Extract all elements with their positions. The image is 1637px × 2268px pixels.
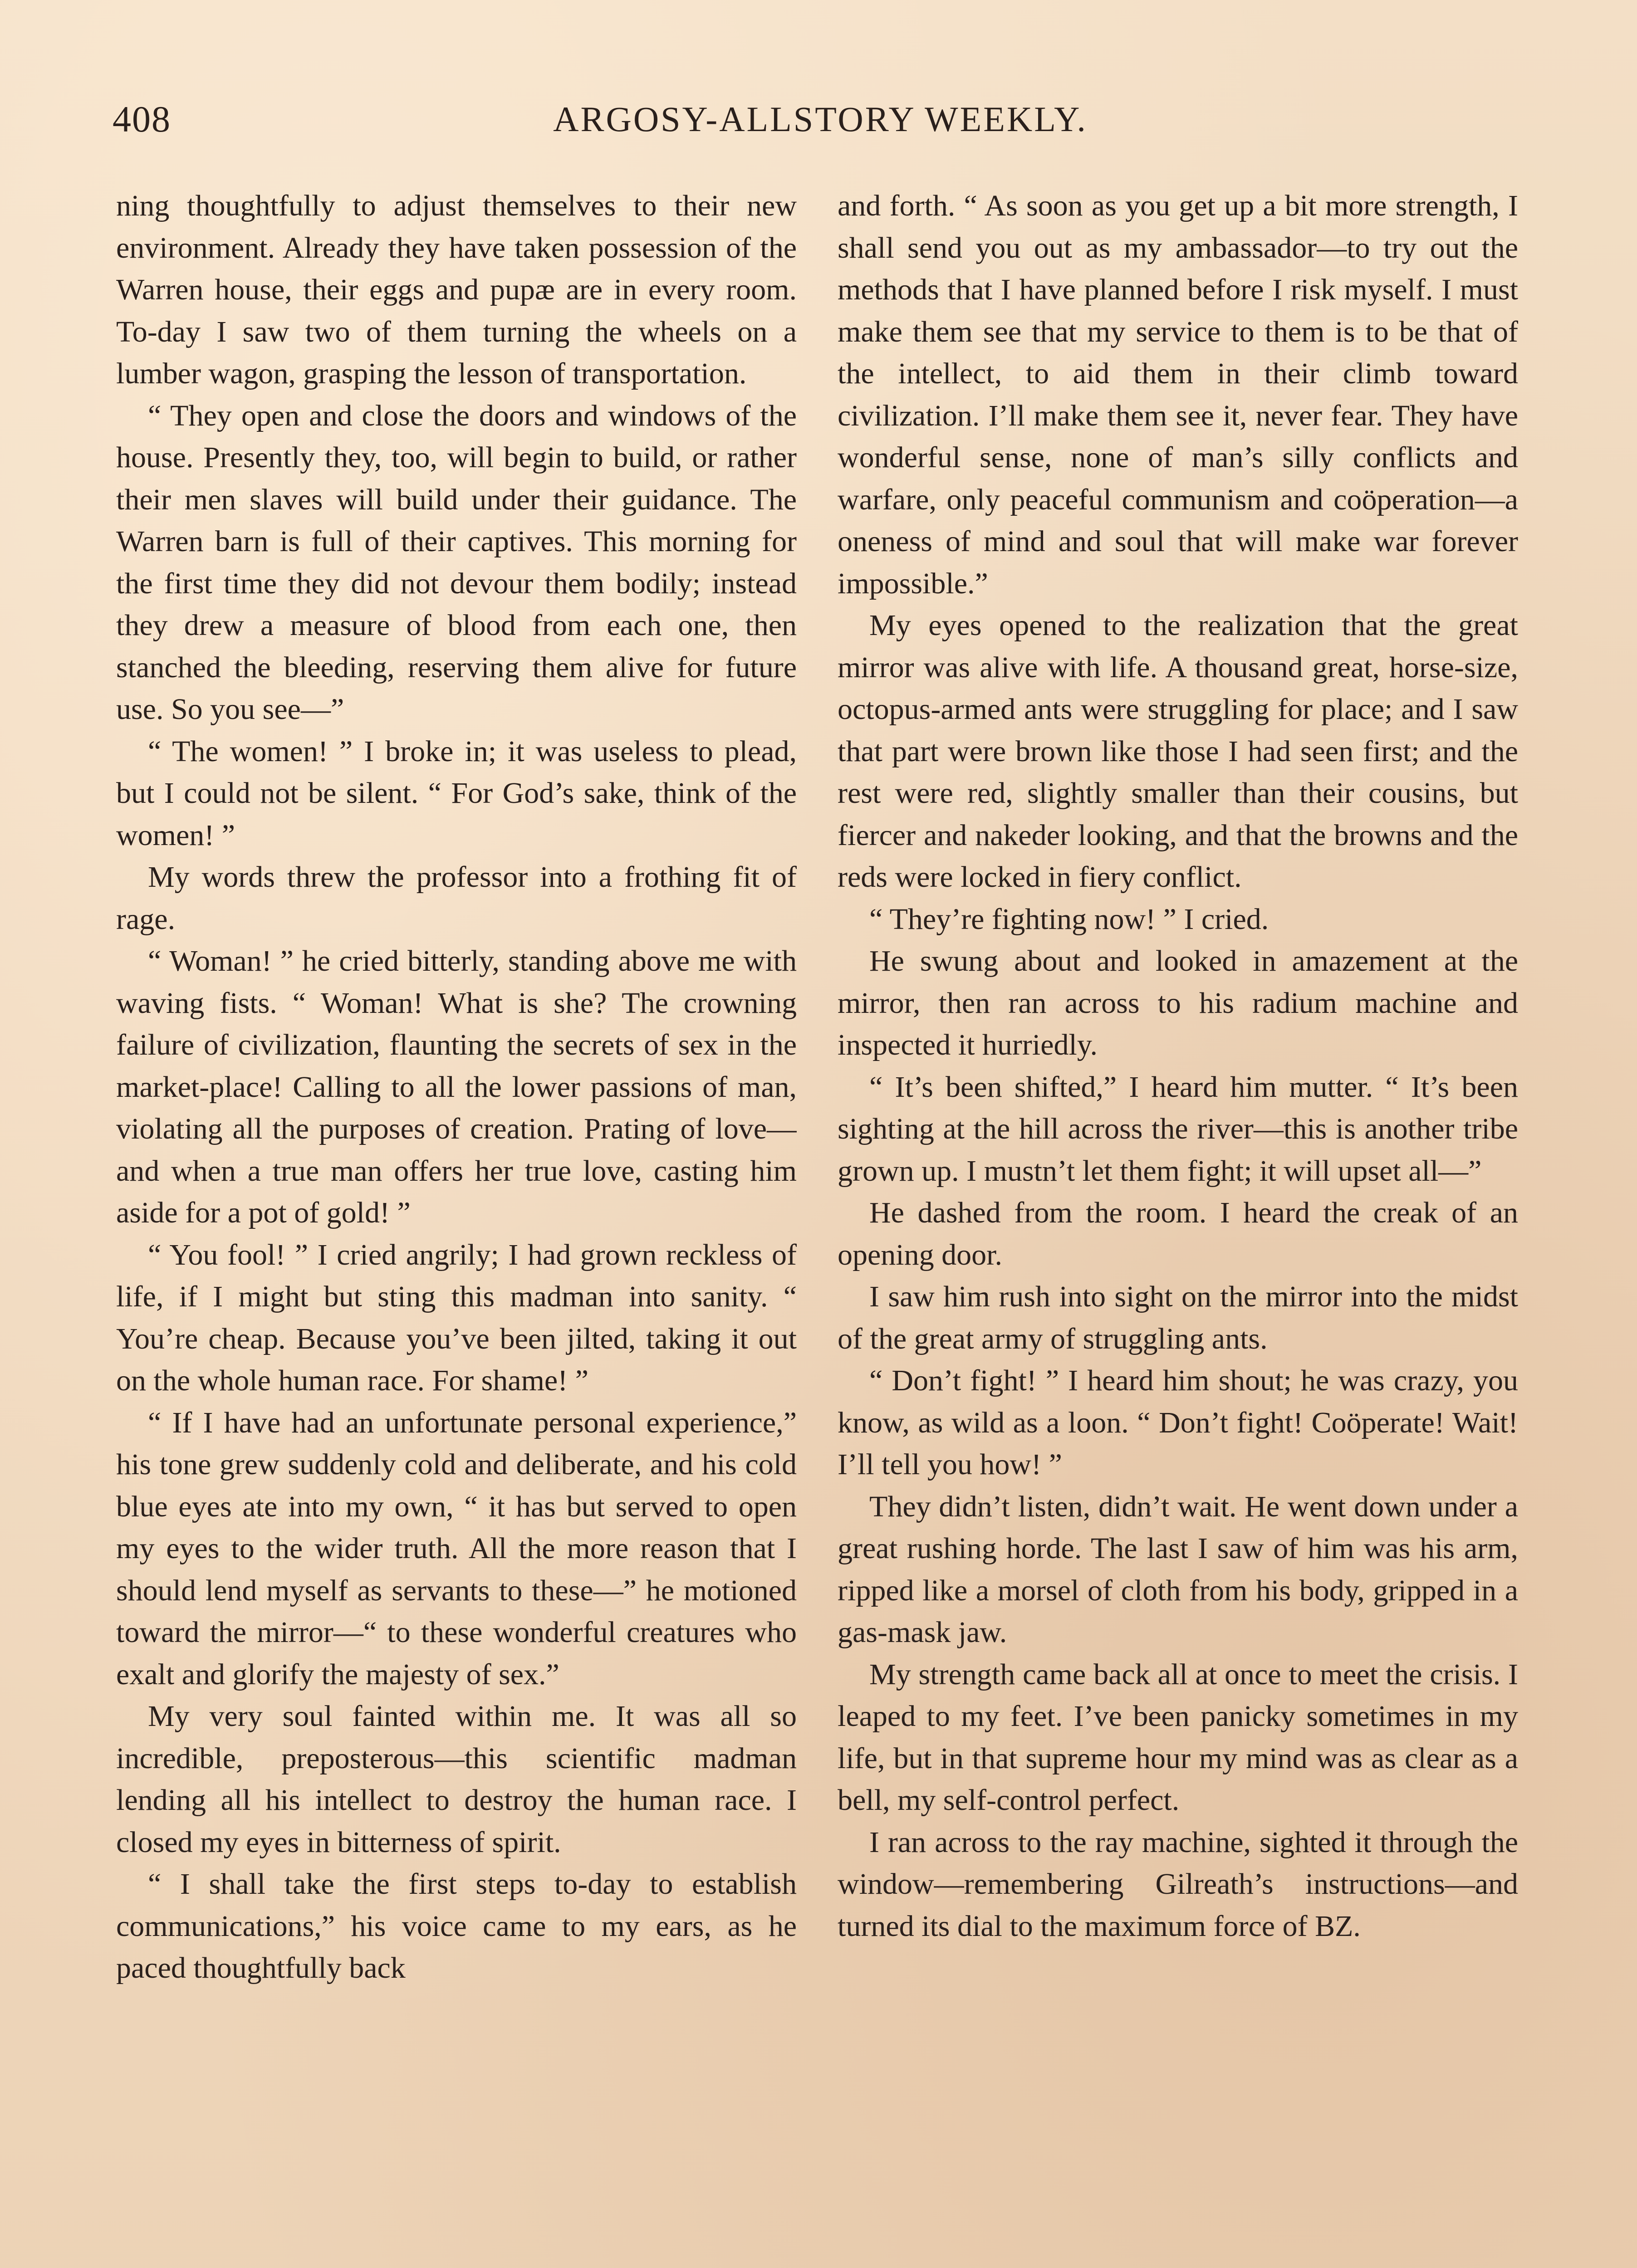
paragraph: and forth. “ As soon as you get up a bit more strength, I shall send you out as my ambassador—to try out the methods that I have planned before I risk myself. I must make them see that my service to them is to be that of the intellect, to aid them in their climb toward civilization. I’ll make them see it, never fear. They have wonderful sense, none of man’s silly conflicts and warfare, only peaceful communism and coöperation—a oneness of mind and soul that will make war forever impossible.” [838, 189, 1518, 600]
paragraph: “ They open and close the doors and windows of the house. Presently they, too, will begin to build, or rather their men slaves will build under their guidance. The Warren barn is full of their captives. This morning for the first time they did not devour them bodily; instead they drew a measure of blood from each one, then stanched the bleeding, reserving them alive for future use. So you see—” [116, 399, 797, 726]
left-column [116, 185, 797, 2268]
paragraph: “ You fool! ” I cried angrily; I had grown reckless of life, if I might but sting this madman into sanity. “ You’re cheap. Because you’ve been jilted, taking it out on the whole human race. For shame! ” [116, 1238, 797, 1397]
page-header [113, 94, 1528, 144]
paragraph: My eyes opened to the realization that the great mirror was alive with life. A thousand great, horse-size, octopus-armed ants were struggling for place; and I saw that part were brown like those I had seen first; and the rest were red, slightly smaller than their cousins, but fiercer and nakeder looking, and that the browns and the reds were locked in fiery conflict. [838, 609, 1518, 894]
paragraph: ning thoughtfully to adjust themselves to their new environment. Already they have taken possession of the Warren house, their eggs and pupæ are in every room. To-day I saw two of them turning the wheels on a lumber wagon, grasping the lesson of transportation. [116, 189, 797, 390]
right-column [838, 185, 1518, 2268]
running-head: ARGOSY-ALLSTORY WEEKLY. [553, 99, 1088, 139]
paragraph: “ It’s been shifted,” I heard him mutter. “ It’s been sighting at the hill across the river—this is another tribe grown up. I mustn’t let them fight; it will upset all—” [838, 1070, 1518, 1188]
paragraph: “ The women! ” I broke in; it was useless to plead, but I could not be silent. “ For God’s sake, think of the women! ” [116, 734, 797, 852]
paragraph: “ If I have had an unfortunate personal experience,” his tone grew suddenly cold and deliberate, and his cold blue eyes ate into my own, “ it has but served to open my eyes to the wider truth. All the more reason that I should lend myself as servants to these—” he motioned toward the mirror—“ to these wonderful creatures who exalt and glorify the majesty of sex.” [116, 1406, 797, 1691]
paragraph: “ I shall take the first steps to-day to establish communications,” his voice came to my ears, as he paced thoughtfully back [116, 1867, 797, 1984]
paragraph: He dashed from the room. I heard the creak of an opening door. [838, 1196, 1518, 1271]
paragraph: “ They’re fighting now! ” I cried. [869, 902, 1269, 936]
paragraph: My words threw the professor into a frothing fit of rage. [116, 860, 797, 936]
paragraph: He swung about and looked in amazement at the mirror, then ran across to his radium machine and inspected it hurriedly. [838, 944, 1518, 1061]
page-number: 408 [113, 98, 171, 140]
paragraph: “ Woman! ” he cried bitterly, standing above me with waving fists. “ Woman! What is she? The crowning failure of civilization, flaunting the secrets of sex in the market-place! Calling to all the lower passions of man, violating all the purposes of creation. Prating of love—and when a true man offers her true love, casting him aside for a pot of gold! ” [116, 944, 797, 1229]
paragraph: I saw him rush into sight on the mirror into the midst of the great army of struggling ants. [838, 1280, 1518, 1355]
paragraph: My strength came back all at once to meet the crisis. I leaped to my feet. I’ve been panicky sometimes in my life, but in that supreme hour my mind was as clear as a bell, my self-control perfect. [838, 1657, 1518, 1817]
paragraph: “ Don’t fight! ” I heard him shout; he was crazy, you know, as wild as a loon. “ Don’t fight! Coöperate! Wait! I’ll tell you how! ” [838, 1364, 1518, 1481]
paragraph: I ran across to the ray machine, sighted it through the window—remembering Gilreath’s instructions—and turned its dial to the maximum force of BZ. [838, 1825, 1518, 1943]
paragraph: My very soul fainted within me. It was all so incredible, preposterous—this scientific madman lending all his intellect to destroy the human race. I closed my eyes in bitterness of spirit. [116, 1700, 797, 1859]
paragraph: They didn’t listen, didn’t wait. He went down under a great rushing horde. The last I saw of him was his arm, ripped like a morsel of cloth from his body, gripped in a gas-mask jaw. [838, 1490, 1518, 1649]
